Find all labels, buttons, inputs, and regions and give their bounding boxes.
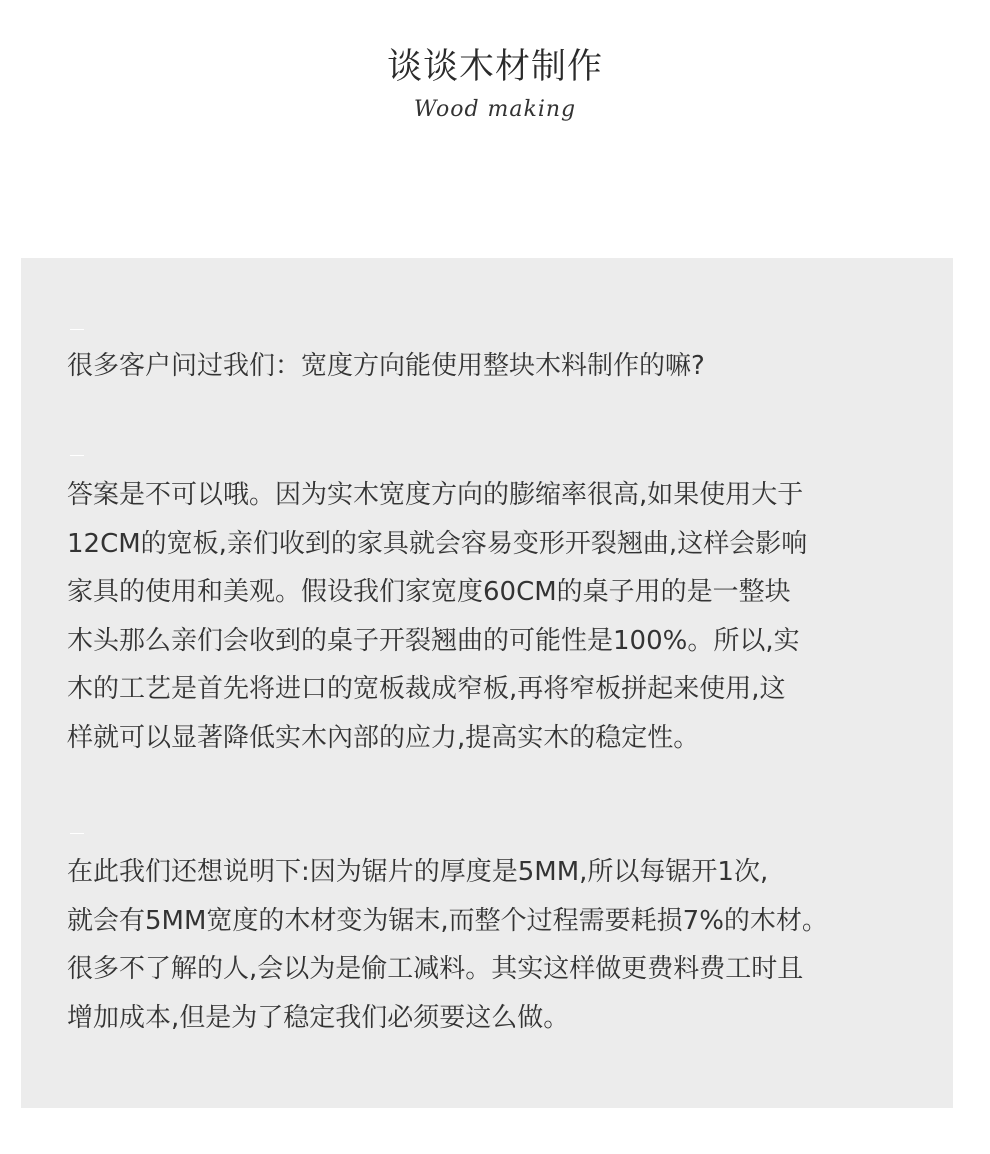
section-divider [70, 455, 84, 456]
page-title: 谈谈木材制作 [386, 47, 603, 87]
section-divider [70, 329, 84, 330]
content-panel [21, 258, 953, 1108]
question-paragraph: 很多客户问过我们：宽度方向能使用整块木料制作的嘛? [67, 351, 705, 381]
header [0, 42, 990, 124]
page-subtitle: Wood making [413, 97, 577, 122]
note-paragraph: 在此我们还想说明下:因为锯片的厚度是5MM,所以每锯开1次, 就会有5MM宽度的木材变为锯末,而整个过程需要耗损7%的木材。 很多不了解的人,会以为是偷工减料。其实这样做更费料费工时且 增加成本,但是为了稳定我们必须要这么做。 [67, 857, 828, 1033]
answer-paragraph: 答案是不可以哦。因为实木宽度方向的膨缩率很高,如果使用大于 12CM的宽板,亲们收到的家具就会容易变形开裂翘曲,这样会影响 家具的使用和美观。假设我们家宽度60CM的桌子用的是一整块 木头那么亲们会收到的桌子开裂翘曲的可能性是100%。所以,实 木的工艺是首先将进口的宽板裁成窄板,再将窄板拼起来使用,这 样就可以显著降低实木內部的应力,提高实木的稳定性。 [67, 480, 808, 753]
section-divider [70, 833, 84, 834]
